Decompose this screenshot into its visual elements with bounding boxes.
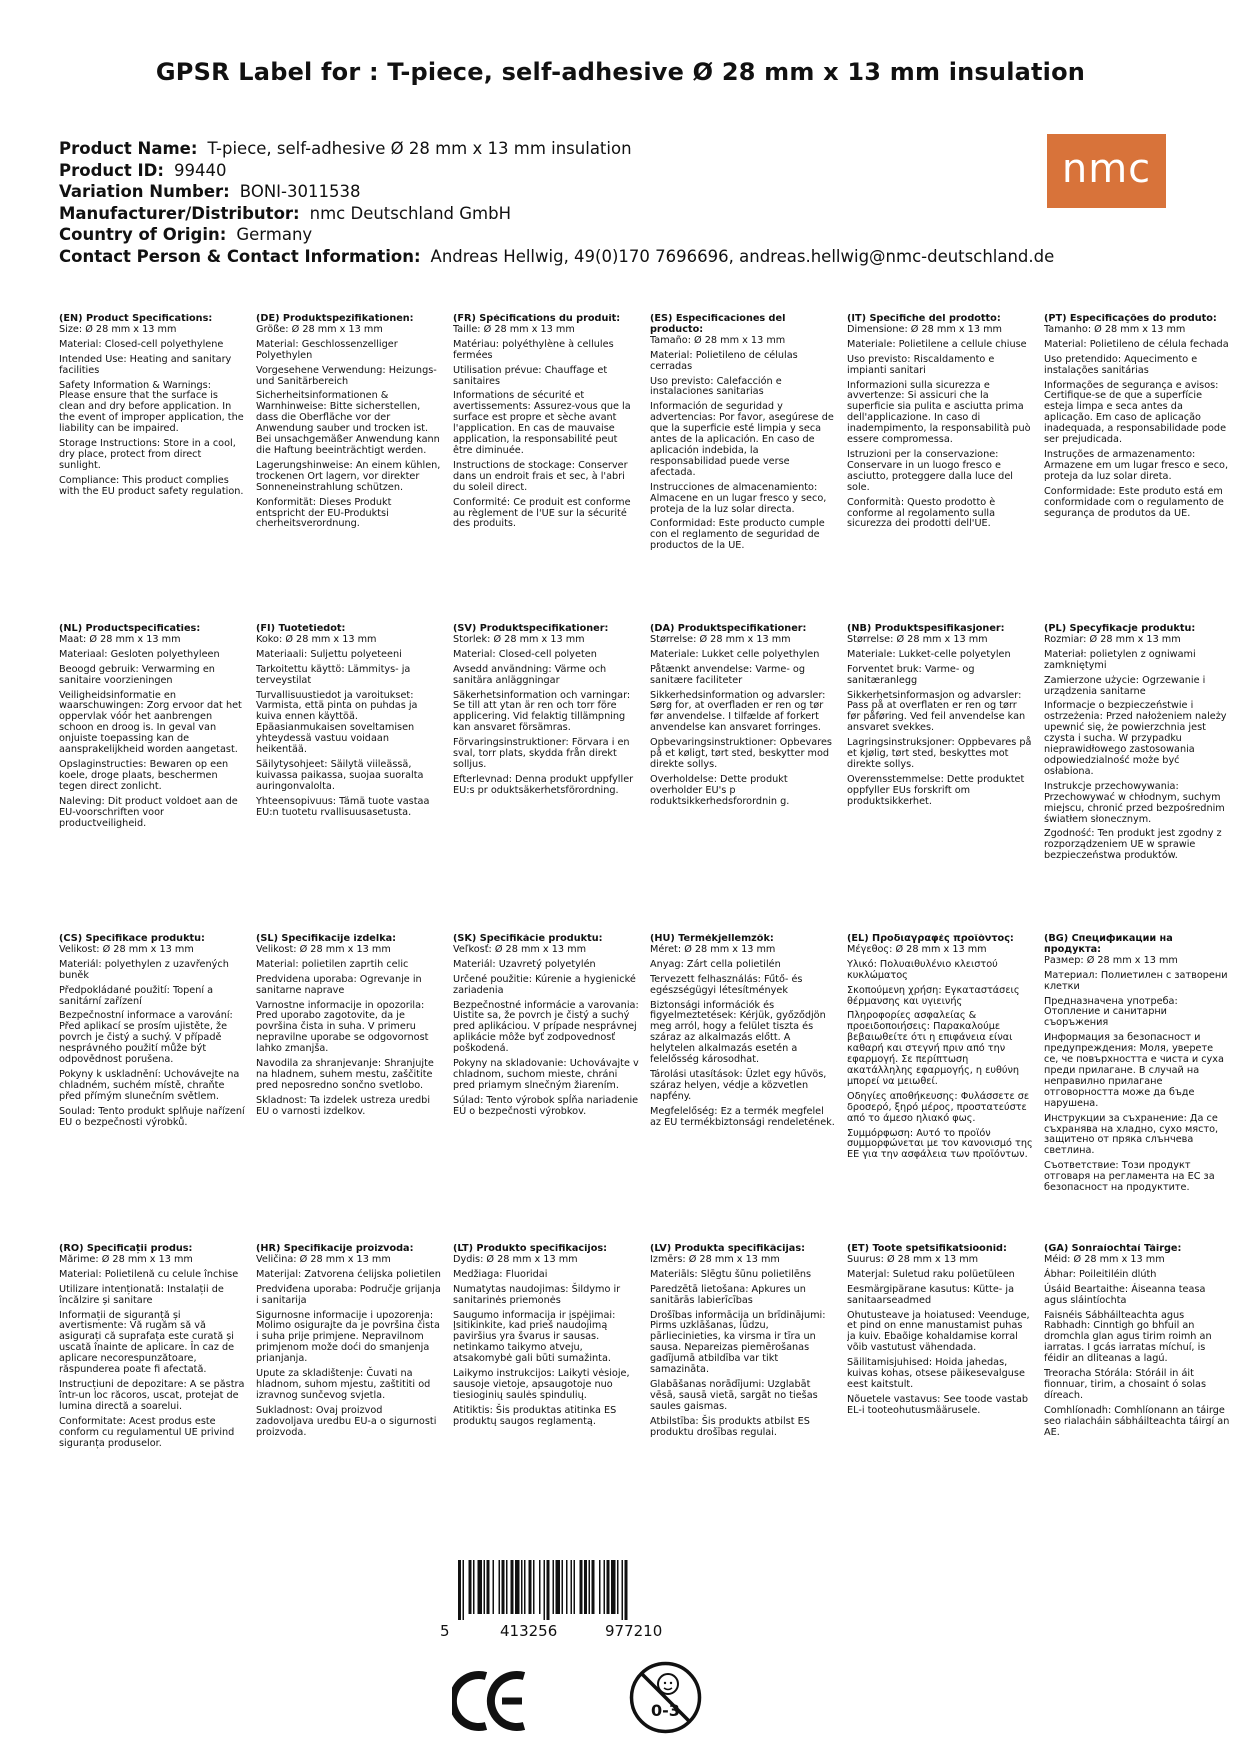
age-label: 0-3 [651, 1701, 680, 1720]
spec-line: Izmērs: Ø 28 mm x 13 mm [650, 1253, 780, 1265]
spec-line: Uso previsto: Riscaldamento e impianti sanitari [847, 353, 995, 376]
spec-block [847, 1244, 1033, 1544]
spec-line: Sikkerhedsinformation og advarsler: Sørg for, at overfladen er ren og tør før anvendelse. I tilfælde af forkert anvendelse kan ansvaret forringes. [650, 689, 826, 734]
spec-block [650, 1244, 836, 1544]
spec-block [453, 624, 639, 924]
spec-line: Forventet bruk: Varme- og sanitæranlegg [847, 663, 975, 686]
spec-line: Informații de siguranță și avertismente: Vă rugăm să vă asigurați că suprafața este curată și uscată înainte de aplicare. În caz de aplicare necorespunzătoare, răspunderea poate fi afectată. [59, 1309, 235, 1376]
spec-line: Υλικό: Πολυαιθυλένιο κλειστού κυκλώματος [847, 958, 998, 981]
spec-line: Tamaño: Ø 28 mm x 13 mm [650, 334, 786, 346]
spec-line: Инструкции за съхранение: Да се съхранява на хладно, сухо място, защитено от пряка слънчева светлина. [1044, 1112, 1219, 1157]
barcode-bar [499, 1560, 501, 1614]
barcode-bar [566, 1560, 568, 1614]
spec-line: Veiligheidsinformatie en waarschuwingen: Zorg ervoor dat het oppervlak vóór het aanbrengen schoon en droog is. In geval van onjuiste toepassing kan de aansprakelijkheid worden aangetast. [59, 689, 242, 756]
spec-line: Méid: Ø 28 mm x 13 mm [1044, 1253, 1165, 1265]
spec-line: Comhlíonadh: Comhlíonann an táirge seo rialacháin sábháilteachta táirgí an AE. [1044, 1404, 1230, 1438]
spec-line: Materjal: Suletud raku polüetüleen [847, 1268, 1015, 1280]
barcode-digits-right: 977210 [605, 1622, 663, 1640]
spec-line: Sicherheitsinformationen & Warnhinweise: Bitte sicherstellen, dass die Oberfläche vor der Anwendung sauber und trocken ist. Bei unsachgemäßer Anwendung kann die Haftung beeinträchtigt werden. [256, 390, 440, 456]
spec-block [847, 314, 1033, 614]
barcode-digits-left: 413256 [500, 1622, 558, 1640]
spec-line: Sukladnost: Ovaj proizvod zadovoljava uredbu EU-a o sigurnosti proizvoda. [256, 1404, 437, 1438]
barcode-bar [493, 1560, 495, 1614]
barcode-bar [463, 1560, 465, 1620]
spec-line: Säilitamisjuhised: Hoida jahedas, kuivas kohas, otsese päikesevalguse eest kaitstult. [847, 1357, 1025, 1390]
spec-heading: (LT) Produkto specifikacijos: [453, 1244, 608, 1254]
spec-heading: (BG) Спецификации на продукта: [1044, 934, 1173, 955]
spec-line: Sigurnosne informacije i upozorenja: Molimo osigurajte da je površina čista i suha prije primjene. Nepravilnom primjenom može doći do smanjenja prianjanja. [256, 1309, 440, 1365]
spec-line: Suurus: Ø 28 mm x 13 mm [847, 1253, 979, 1265]
spec-block [847, 624, 1033, 924]
spec-heading: (ET) Toote spetsifikatsioonid: [847, 1244, 1007, 1254]
spec-line: Påtænkt anvendelse: Varme- og sanitære faciliteter [650, 663, 806, 686]
spec-line: Turvallisuustiedot ja varoitukset: Varmista, että pinta on puhdas ja kuiva ennen käyttöä. Epäasianmukaisen soveltamisen yhteydessä vastuu voidaan heikentää. [256, 689, 418, 756]
spec-line: Tárolási utasítások: Üzlet egy hűvös, száraz helyen, védje a közvetlen napfény. [650, 1068, 827, 1102]
barcode-bar [484, 1560, 486, 1614]
spec-line: Instrucciones de almacenamiento: Almacene en un lugar fresco y seco, proteja de la luz solar directa. [650, 481, 827, 515]
spec-block [1044, 934, 1230, 1234]
spec-line: Předpokládané použití: Topení a sanitární zařízení [59, 984, 214, 1007]
barcode-bar [524, 1560, 526, 1614]
spec-line: Overensstemmelse: Dette produktet oppfyller EUs forskrift om produktsikkerhet. [847, 773, 1025, 807]
spec-block [453, 934, 639, 1234]
barcode-bar [487, 1560, 490, 1614]
info-product-name: Product Name: T-piece, self-adhesive Ø 28 mm x 13 mm insulation [59, 139, 632, 158]
spec-line: Predviđena uporaba: Područje grijanja i sanitarija [256, 1283, 441, 1306]
spec-line: Materiāls: Slēgtu šūnu polietilēns [650, 1268, 812, 1280]
spec-line: Materiale: Lukket-celle polyetylen [847, 648, 1011, 660]
page-title: GPSR Label for : T-piece, self-adhesive Ø 28 mm x 13 mm insulation [155, 58, 1086, 86]
spec-line: Größe: Ø 28 mm x 13 mm [256, 323, 383, 335]
spec-line: Opslaginstructies: Bewaren op een koele, droge plaats, beschermen tegen direct zonlicht. [59, 758, 229, 792]
spec-block [453, 1244, 639, 1544]
barcode-bar [458, 1560, 461, 1620]
barcode-bar [506, 1560, 508, 1614]
spec-heading: (ES) Especificaciones del producto: [650, 314, 786, 335]
spec-line: Velikost: Ø 28 mm x 13 mm [256, 943, 391, 955]
spec-heading: (SL) Specifikacije izdelka: [256, 934, 397, 944]
spec-line: Conformidade: Este produto está em conformidade com o regulamento de segurança de produtos da UE. [1044, 485, 1224, 519]
spec-line: Uso pretendido: Aquecimento e instalações sanitárias [1044, 353, 1198, 376]
spec-heading: (EN) Product Specifications: [59, 314, 213, 324]
spec-line: Avsedd användning: Värme och sanitära anläggningar [453, 663, 607, 686]
spec-line: Materiale: Lukket celle polyethylen [650, 648, 820, 660]
info-manufacturer: Manufacturer/Distributor: nmc Deutschland GmbH [59, 203, 512, 223]
spec-line: Förvaringsinstruktioner: Förvara i en sval, torr plats, skydda från direkt solljus. [453, 737, 630, 770]
spec-line: Určené použitie: Kúrenie a hygienické zariadenia [453, 973, 636, 996]
spec-line: Overholdelse: Dette produkt overholder EU's p roduktsikkerhedsforordnin g. [650, 773, 790, 807]
spec-block [650, 314, 836, 614]
spec-line: Maat: Ø 28 mm x 13 mm [59, 633, 181, 645]
spec-heading: (FI) Tuotetiedot: [256, 624, 346, 634]
spec-line: Matériau: polyéthylène à cellules fermées [453, 338, 614, 361]
barcode-bar [547, 1560, 550, 1620]
spec-line: Instrucțiuni de depozitare: A se păstra într-un loc răcoros, uscat, protejat de lumina directă a soarelui. [59, 1378, 245, 1412]
spec-line: Koko: Ø 28 mm x 13 mm [256, 633, 377, 645]
spec-line: Material: Closed-cell polyeten [453, 648, 597, 660]
barcode-bar [469, 1560, 472, 1614]
barcode-bar [574, 1560, 576, 1614]
spec-line: Bezpečnostní informace a varování: Před aplikací se prosím ujistěte, že povrch je čistý a suchý. V případě nesprávného použití může být odpovědnost porušena. [59, 1010, 233, 1066]
spec-line: Ábhar: Poileitiléin dlúth [1044, 1268, 1157, 1280]
barcode-bar [473, 1560, 475, 1614]
spec-line: Storlek: Ø 28 mm x 13 mm [453, 633, 585, 645]
spec-line: Yhteensopivuus: Tämä tuote vastaa EU:n tuotetu rvallisuusasetusta. [256, 795, 430, 818]
spec-line: Navodila za shranjevanje: Shranjujte na hladnem, suhem mestu, zaščitite pred neposredno sončno svetlobo. [256, 1058, 434, 1091]
spec-line: Atbilstība: Šis produkts atbilst ES produktu drošības regulai. [650, 1415, 810, 1438]
spec-line: Informazioni sulla sicurezza e avvertenze: Si assicuri che la superficie sia pulita e asciutta prima dell'applicazione. In caso di inadempimento, la responsabilità può essere compromessa. [847, 379, 1031, 446]
spec-block [256, 1244, 442, 1544]
spec-block [256, 934, 442, 1234]
spec-line: Laikymo instrukcijos: Laikyti vėsioje, sausoje vietoje, apsaugotoje nuo tiesioginių saulės spindulių. [453, 1368, 630, 1401]
spec-line: Saugumo informacija ir įspėjimai: Įsitikinkite, kad prieš naudojimą paviršius yra švarus ir sausas. netinkamo taikymo atveju, atsakomybė gali būti sumažinta. [453, 1309, 616, 1365]
barcode-bar [556, 1560, 561, 1614]
spec-line: Materiál: Uzavretý polyetylén [453, 958, 596, 970]
barcode-bar [611, 1560, 616, 1614]
spec-line: Vorgesehene Verwendung: Heizungs- und Sanitärbereich [256, 364, 437, 387]
spec-line: Méret: Ø 28 mm x 13 mm [650, 943, 776, 955]
spec-line: Μέγεθος: Ø 28 mm x 13 mm [847, 943, 987, 955]
spec-block [1044, 624, 1230, 924]
spec-line: Zamierzone użycie: Ogrzewanie i urządzenia sanitarne [1044, 674, 1206, 697]
spec-block [59, 1244, 245, 1544]
spec-line: Predvidena uporaba: Ogrevanje in sanitarne naprave [256, 973, 422, 996]
spec-block [59, 934, 245, 1234]
spec-line: Varnostne informacije in opozorila: Pred uporabo zagotovite, da je površina čista in suha. V primeru nepravilne uporabe se odgovornost lahko zmanjša. [256, 999, 429, 1055]
spec-line: Material: Geschlossenzelliger Polyethylen [256, 338, 398, 361]
spec-line: Conformidad: Este producto cumple con el reglamento de seguridad de productos de la UE. [650, 518, 825, 552]
spec-line: Atitiktis: Šis produktas atitinka ES produktų saugos reglamentą. [453, 1404, 617, 1427]
spec-heading: (HR) Specifikacije proizvoda: [256, 1244, 414, 1254]
spec-line: Информация за безопасност и предупреждения: Моля, уверете се, че повърхността е чиста и суха преди прилагане. В случай на неправилно прилагане отговорността може да бъде нарушена. [1044, 1032, 1224, 1109]
spec-line: Material: Closed-cell polyethylene [59, 338, 224, 350]
spec-line: Beoogd gebruik: Verwarming en sanitaire voorzieningen [59, 663, 215, 686]
spec-heading: (IT) Specifiche del prodotto: [847, 314, 1001, 324]
info-contact: Contact Person & Contact Information: Andreas Hellwig, 49(0)170 7696696, andreas.hellwig@nmc-deutschland.de [59, 246, 1055, 266]
spec-line: Glabāšanas norādījumi: Uzglabāt vēsā, sausā vietā, sargāt no tiešas saules gaismas. [650, 1378, 818, 1412]
spec-line: Material: Polietileno de célula fechada [1044, 338, 1229, 350]
spec-line: Ohutusteave ja hoiatused: Veenduge, et pind on enne manustamist puhas ja kuiv. Ebaõige kohaldamise korral võib vastutust vähendada. [847, 1309, 1030, 1354]
spec-line: Naleving: Dit product voldoet aan de EU-voorschriften voor productveiligheid. [59, 795, 238, 829]
spec-line: Materijal: Zatvorena ćelijska polietilen [256, 1268, 441, 1280]
spec-line: Eesmärgipärane kasutus: Kütte- ja sanitaarseadmed [847, 1283, 1014, 1306]
spec-heading: (NB) Produktspesifikasjoner: [847, 624, 1005, 634]
spec-line: Size: Ø 28 mm x 13 mm [59, 323, 177, 335]
spec-line: Úsáid Beartaithe: Áiseanna teasa agus sláintíochta [1044, 1283, 1206, 1306]
age-warning-icon [628, 1660, 703, 1735]
spec-line: Tervezett felhasználás: Fűtő- és egészségügyi létesítmények [650, 973, 803, 996]
spec-heading: (DE) Produktspezifikationen: [256, 314, 414, 324]
spec-line: Rozmiar: Ø 28 mm x 13 mm [1044, 633, 1181, 645]
spec-line: Skladnost: Ta izdelek ustreza uredbi EU o varnosti izdelkov. [256, 1094, 431, 1117]
spec-line: Предназначена употреба: Отопление и санитарни съоръжения [1044, 995, 1178, 1029]
spec-line: Materiaali: Suljettu polyeteeni [256, 648, 402, 660]
spec-block [650, 624, 836, 924]
spec-block [256, 624, 442, 924]
spec-line: Conformité: Ce produit est conforme au règlement de l'UE sur la sécurité des produits. [453, 496, 631, 530]
barcode-bar [580, 1560, 583, 1614]
spec-line: Veličina: Ø 28 mm x 13 mm [256, 1253, 391, 1265]
spec-heading: (NL) Productspecificaties: [59, 624, 201, 634]
spec-line: Conformitate: Acest produs este conform cu regulamentul UE privind siguranța produselor. [59, 1415, 235, 1449]
barcode-bar [625, 1560, 628, 1620]
barcode-bar [521, 1560, 523, 1614]
spec-heading: (FR) Spécifications du produit: [453, 314, 621, 324]
spec-block [1044, 1244, 1230, 1544]
barcode-bar [589, 1560, 591, 1614]
barcode [440, 1560, 700, 1640]
spec-line: Lagerungshinweise: An einem kühlen, trockenen Ort lagern, vor direkter Sonneneinstrahlung schützen. [256, 459, 441, 493]
spec-line: Dydis: Ø 28 mm x 13 mm [453, 1253, 578, 1265]
spec-line: Materiał: polietylen z ogniwami zamkniętymi [1044, 648, 1196, 671]
spec-line: Megfelelőség: Ez a termék megfelel az EU termékbiztonsági rendeletének. [650, 1105, 835, 1128]
info-country-of-origin: Country of Origin: Germany [59, 225, 313, 244]
barcode-bar [622, 1560, 624, 1620]
spec-line: Материал: Полиетилен с затворени клетки [1044, 969, 1228, 992]
spec-line: Biztonsági információk és figyelmeztetések: Kérjük, győződjön meg arról, hogy a felület tiszta és száraz az alkalmazás előtt. A helytelen alkalmazás esetén a felelősség károsodhat. [650, 999, 826, 1066]
spec-line: Safety Information & Warnings: Please ensure that the surface is clean and dry before application. In the event of improper application, the liability can be impaired. [59, 379, 244, 435]
spec-line: Compliance: This product complies with the EU product safety regulation. [59, 474, 244, 497]
spec-heading: (PT) Especificações do produto: [1044, 314, 1217, 324]
spec-heading: (DA) Produktspecifikationer: [650, 624, 807, 634]
spec-line: Lagringsinstruksjoner: Oppbevares på et kjølig, tørt sted, beskyttes mot direkte sollys. [847, 737, 1032, 770]
spec-line: Material: Polietilenă cu celule închise [59, 1268, 239, 1280]
spec-line: Materiál: polyethylen z uzavřených buněk [59, 958, 229, 981]
barcode-bar [617, 1560, 619, 1614]
spec-line: Størrelse: Ø 28 mm x 13 mm [847, 633, 988, 645]
barcode-bar [599, 1560, 601, 1614]
spec-line: Säkerhetsinformation och varningar: Se till att ytan är ren och torr före applicering. Vid felaktig tillämpning kan ansvaret försämras. [453, 689, 631, 734]
spec-block [256, 314, 442, 614]
spec-line: Säilytysohjeet: Säilytä viileässä, kuivassa paikassa, suojaa suoralta auringonvalolta. [256, 758, 424, 792]
spec-heading: (SV) Produktspecifikationer: [453, 624, 609, 634]
spec-line: Informations de sécurité et avertissements: Assurez-vous que la surface est propre et sèche avant l'application. En cas de mauvaise application, la responsabilité peut être diminuée. [453, 390, 631, 456]
spec-block [1044, 314, 1230, 614]
spec-line: Súlad: Tento výrobok spĺňa nariadenie EÚ o bezpečnosti výrobkov. [453, 1094, 639, 1117]
spec-line: Sikkerhetsinformasjon og advarsler: Pass på at overflaten er ren og tørr før påføring. Ved feil anvendelse kan ansvaret svekkes. [847, 689, 1026, 734]
barcode-bar [511, 1560, 514, 1614]
spec-line: Størrelse: Ø 28 mm x 13 mm [650, 633, 791, 645]
ce-mark-icon [452, 1670, 528, 1732]
spec-line: Zgodność: Ten produkt jest zgodny z rozporządzeniem UE w sprawie bezpieczeństwa produktów. [1044, 828, 1222, 862]
spec-heading: (SK) Špecifikácie produktu: [453, 934, 603, 944]
spec-line: Instructions de stockage: Conserver dans un endroit frais et sec, à l'abri du soleil direct. [453, 459, 628, 493]
spec-line: Istruzioni per la conservazione: Conservare in un luogo fresco e asciutto, proteggere dalla luce del sole. [847, 448, 1013, 493]
barcode-bar [529, 1560, 532, 1614]
spec-line: Intended Use: Heating and sanitary facilities [59, 353, 232, 376]
spec-line: Bezpečnostné informácie a varovania: Uistite sa, že povrch je čistý a suchý pred aplikáciou. V prípade nesprávnej aplikácie môže byť zodpovednosť poškodená. [453, 999, 639, 1055]
barcode-bar [607, 1560, 610, 1614]
barcode-bar [592, 1560, 595, 1614]
barcode-bar [604, 1560, 606, 1614]
product-info [59, 138, 1054, 267]
barcode-bar [562, 1560, 564, 1614]
info-product-id: Product ID: 99440 [59, 160, 227, 180]
spec-line: Tarkoitettu käyttö: Lämmitys- ja terveystilat [256, 663, 411, 686]
spec-line: Σκοπούμενη χρήση: Εγκαταστάσεις θέρμανσης και υγιεινής [847, 984, 1020, 1007]
spec-line: Utilizare intenționată: Instalații de încălzire și sanitare [59, 1283, 224, 1306]
barcode-bars [440, 1560, 700, 1620]
spec-line: Opbevaringsinstruktioner: Opbevares på et køligt, tørt sted, beskytter mod direkte sollys. [650, 737, 832, 770]
spec-heading: (EL) Προδιαγραφές προϊόντος: [847, 934, 1014, 944]
spec-line: Material: Polietileno de células cerradas [650, 349, 798, 372]
spec-line: Treoracha Stórála: Stóráil in áit fionnuar, tirim, a chosaint ó solas díreach. [1044, 1368, 1207, 1401]
spec-line: Съответствие: Този продукт отговаря на регламента на ЕС за безопасност на продуктите. [1044, 1160, 1215, 1194]
spec-line: Materiale: Polietilene a cellule chiuse [847, 338, 1027, 350]
spec-line: Soulad: Tento produkt splňuje nařízení EU o bezpečnosti výrobků. [59, 1105, 245, 1128]
spec-line: Faisnéis Sábháilteachta agus Rabhadh: Cinntigh go bhfuil an dromchla glan agus tirim roimh an iarratas. I gcás iarratas míchuí, is féidir an dliteanas a lagú. [1044, 1309, 1212, 1365]
spec-line: Tamanho: Ø 28 mm x 13 mm [1044, 323, 1186, 335]
barcode-bar [539, 1560, 541, 1614]
spec-block [847, 934, 1033, 1234]
barcode-bar [502, 1560, 505, 1614]
nmc-logo [1047, 134, 1166, 208]
spec-line: Pokyny k uskladnění: Uchovávejte na chladném, suchém místě, chraňte před přímým slunečním světlem. [59, 1068, 240, 1102]
spec-line: Upute za skladištenje: Čuvati na hladnom, suhom mjestu, zaštititi od izravnog sunčevog svjetla. [256, 1368, 431, 1401]
spec-line: Material: polietilen zaprtih celic [256, 958, 409, 970]
spec-line: Medžiaga: Fluoridai [453, 1268, 548, 1280]
barcode-digit-first: 5 [440, 1622, 450, 1640]
spec-line: Velikost: Ø 28 mm x 13 mm [59, 943, 194, 955]
spec-line: Paredzētā lietošana: Apkures un sanitārās labierīcības [650, 1283, 806, 1306]
spec-line: Numatytas naudojimas: Šildymo ir sanitarinės priemonės [453, 1283, 621, 1306]
spec-line: Instrukcje przechowywania: Przechowywać w chłodnym, suchym miejscu, chronić przed bezpośrednim światłem słonecznym. [1044, 780, 1225, 825]
spec-line: Mărime: Ø 28 mm x 13 mm [59, 1253, 193, 1265]
spec-heading: (HU) Termékjellemzők: [650, 934, 774, 944]
barcode-bar [533, 1560, 535, 1614]
spec-line: Taille: Ø 28 mm x 13 mm [453, 323, 575, 335]
spec-line: Uso previsto: Calefacción e instalaciones sanitarias [650, 375, 782, 398]
info-variation-number: Variation Number: BONI-3011538 [59, 182, 361, 201]
spec-heading: (CS) Specifikace produktu: [59, 934, 205, 944]
spec-line: Veľkosť: Ø 28 mm x 13 mm [453, 943, 587, 955]
barcode-bar [515, 1560, 520, 1614]
spec-line: Conformità: Questo prodotto è conforme al regolamento sulla sicurezza dei prodotti dell'UE. [847, 496, 996, 530]
spec-line: Informacje o bezpieczeństwie i ostrzeżenia: Przed nałożeniem należy upewnić się, że powierzchnia jest czysta i sucha. W przypadku nieprawidłowego zastosowania odpowiedzialność może być osłabiona. [1044, 700, 1227, 777]
spec-line: Efterlevnad: Denna produkt uppfyller EU:s pr oduktsäkerhetsförordning. [453, 773, 634, 796]
spec-line: Dimensione: Ø 28 mm x 13 mm [847, 323, 1002, 335]
logo-text: nmc [1061, 146, 1152, 192]
spec-line: Informações de segurança e avisos: Certifique-se de que a superfície esteja limpa e seca antes da aplicação. Em caso de aplicação inadequada, a responsabilidade pode ser prejudicada. [1044, 379, 1227, 446]
barcode-bar [478, 1560, 483, 1614]
spec-heading: (PL) Specyfikacje produktu: [1044, 624, 1196, 634]
spec-heading: (LV) Produkta specifikācijas: [650, 1244, 805, 1254]
barcode-bar [584, 1560, 587, 1614]
spec-line: Οδηγίες αποθήκευσης: Φυλάσσετε σε δροσερό, ξηρό μέρος, προστατεύστε από το άμεσο ηλιακό φως. [847, 1090, 1030, 1124]
spec-heading: (GA) Sonraíochtaí Táirge: [1044, 1244, 1182, 1254]
spec-line: Storage Instructions: Store in a cool, dry place, protect from direct sunlight. [59, 438, 236, 471]
spec-block [59, 314, 245, 614]
spec-heading: (RO) Specificații produs: [59, 1244, 193, 1254]
spec-line: Συμμόρφωση: Αυτό το προϊόν συμμορφώνεται με τον κανονισμό της ΕΕ για την ασφάλεια των προϊόντων. [847, 1127, 1033, 1161]
barcode-bar [544, 1560, 546, 1620]
spec-line: Materiaal: Gesloten polyethyleen [59, 648, 220, 660]
spec-line: Размер: Ø 28 mm x 13 mm [1044, 954, 1178, 966]
spec-block [453, 314, 639, 614]
spec-line: Utilisation prévue: Chauffage et sanitaires [453, 364, 608, 387]
spec-line: Información de seguridad y advertencias: Por favor, asegúrese de que la superficie esté limpia y seca antes de la aplicación. En caso de aplicación indebida, la responsabilidad puede verse afectada. [650, 401, 834, 478]
barcode-bar [553, 1560, 555, 1614]
spec-line: Konformität: Dieses Produkt entspricht der EU-Produktsi cherheitsverordnung. [256, 496, 392, 530]
barcode-bar [571, 1560, 573, 1614]
spec-line: Πληροφορίες ασφαλείας & προειδοποιήσεις: Παρακαλούμε βεβαιωθείτε ότι η επιφάνεια είναι καθαρή και στεγνή πριν από την εφαρμογή. Σε περίπτωση ακατάλληλης εφαρμογής, η ευθύνη μπορεί να μειωθεί. [847, 1010, 1020, 1087]
spec-line: Drošības informācija un brīdinājumi: Pirms uzklāšanas, lūdzu, pārliecinieties, ka virsma ir tīra un sausa. Nepareizas piemērošanas gadījumā atbildība var tikt samazināta. [650, 1309, 826, 1376]
spec-line: Anyag: Zárt cella polietilén [650, 958, 781, 970]
spec-block [650, 934, 836, 1234]
spec-line: Instruções de armazenamento: Armazene em um lugar fresco e seco, proteja da luz solar direta. [1044, 448, 1229, 482]
spec-block [59, 624, 245, 924]
spec-line: Pokyny na skladovanie: Uchovávajte v chladnom, suchom mieste, chráni pred priamym slnečným žiarením. [453, 1058, 639, 1091]
spec-line: Nõuetele vastavus: See toode vastab EL-i tooteohutusmäärusele. [847, 1393, 1029, 1416]
